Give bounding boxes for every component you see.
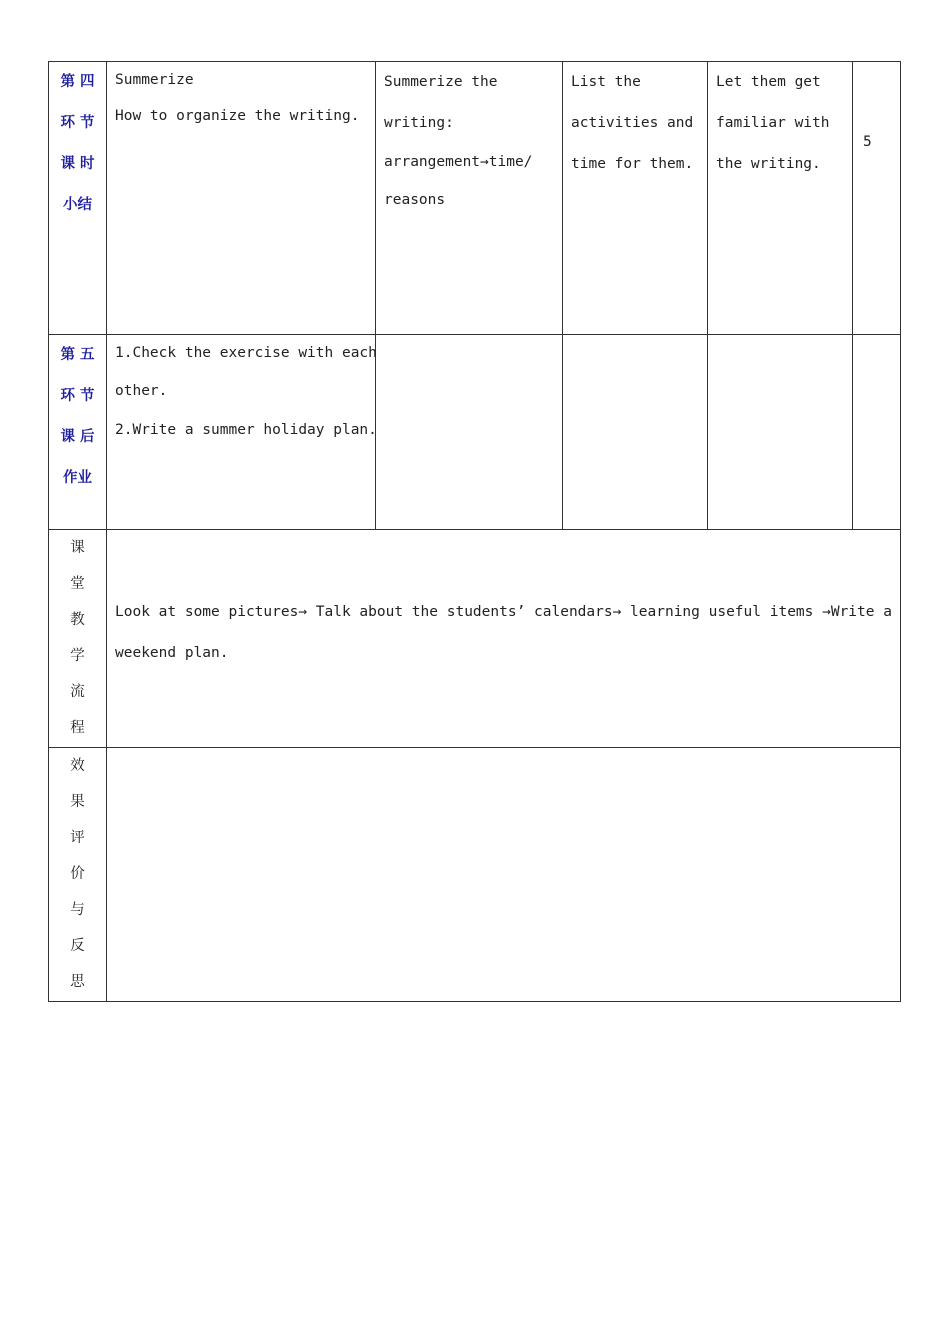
stage5-row bbox=[49, 335, 901, 530]
flow-label bbox=[49, 530, 107, 748]
stage4-minutes bbox=[853, 62, 901, 335]
stage5-label bbox=[49, 335, 107, 530]
stage5-minutes bbox=[853, 335, 901, 530]
reflection-label bbox=[49, 748, 107, 1002]
reflection-label-char: 思 bbox=[70, 974, 85, 990]
stage5-content-line: other. bbox=[115, 383, 168, 399]
flow-label-char: 流 bbox=[70, 684, 85, 700]
stage4-content-line: Summerize bbox=[115, 72, 194, 88]
flow-label-char: 堂 bbox=[70, 576, 85, 592]
lesson-plan-table bbox=[48, 61, 901, 1002]
stage5-content-line: 2.Write a summer holiday plan. bbox=[115, 422, 377, 438]
stage4-label-line: 课 时 bbox=[60, 156, 95, 172]
stage4-content-line: How to organize the writing. bbox=[115, 108, 360, 124]
stage4-purpose-line: the writing. bbox=[716, 156, 821, 172]
stage5-purpose bbox=[708, 335, 853, 530]
stage4-student-line: List the bbox=[571, 74, 641, 90]
reflection-label-char: 价 bbox=[70, 866, 85, 882]
stage4-teacher-line: Summerize the bbox=[384, 74, 498, 90]
stage4-label-line: 第 四 bbox=[60, 74, 95, 90]
stage5-label-line: 作业 bbox=[63, 470, 92, 486]
stage4-label-line: 环 节 bbox=[60, 115, 95, 131]
stage5-content bbox=[107, 335, 376, 530]
reflection-label-char: 果 bbox=[70, 794, 85, 810]
stage5-teacher-activity bbox=[376, 335, 563, 530]
flow-label-char: 教 bbox=[70, 612, 85, 628]
stage4-label bbox=[49, 62, 107, 335]
reflection-label-char: 反 bbox=[70, 938, 85, 954]
stage4-content bbox=[107, 62, 376, 335]
stage4-teacher-activity bbox=[376, 62, 563, 335]
stage4-teacher-line: reasons bbox=[384, 192, 446, 208]
stage5-student-activity bbox=[563, 335, 708, 530]
reflection-label-char: 效 bbox=[70, 758, 85, 774]
stage4-minutes-value: 5 bbox=[863, 134, 872, 150]
stage4-purpose-line: Let them get bbox=[716, 74, 821, 90]
flow-label-char: 学 bbox=[70, 648, 85, 664]
stage4-purpose-line: familiar with bbox=[716, 115, 830, 131]
stage4-label-line: 小结 bbox=[63, 197, 92, 213]
flow-text: Look at some pictures→ Talk about the students’ calendars→ learning useful items →Write a weekend plan. bbox=[115, 604, 892, 661]
flow-content bbox=[107, 530, 901, 748]
stage4-student-line: activities and bbox=[571, 115, 694, 131]
reflection-content bbox=[107, 748, 901, 1002]
stage5-label-line: 第 五 bbox=[60, 347, 95, 363]
stage4-teacher-line: arrangement→time/ bbox=[384, 154, 533, 170]
stage5-label-line: 环 节 bbox=[60, 388, 95, 404]
stage4-student-activity bbox=[563, 62, 708, 335]
flow-label-char: 课 bbox=[70, 540, 85, 556]
stage4-teacher-line: writing: bbox=[384, 115, 454, 131]
reflection-row bbox=[49, 748, 901, 1002]
stage4-purpose bbox=[708, 62, 853, 335]
stage5-content-line: 1.Check the exercise with each bbox=[115, 345, 377, 361]
reflection-label-char: 评 bbox=[70, 830, 85, 846]
reflection-label-char: 与 bbox=[70, 902, 85, 918]
flow-row bbox=[49, 530, 901, 748]
stage4-student-line: time for them. bbox=[571, 156, 694, 172]
flow-label-char: 程 bbox=[70, 720, 85, 736]
stage5-label-line: 课 后 bbox=[60, 429, 95, 445]
stage4-row bbox=[49, 62, 901, 335]
